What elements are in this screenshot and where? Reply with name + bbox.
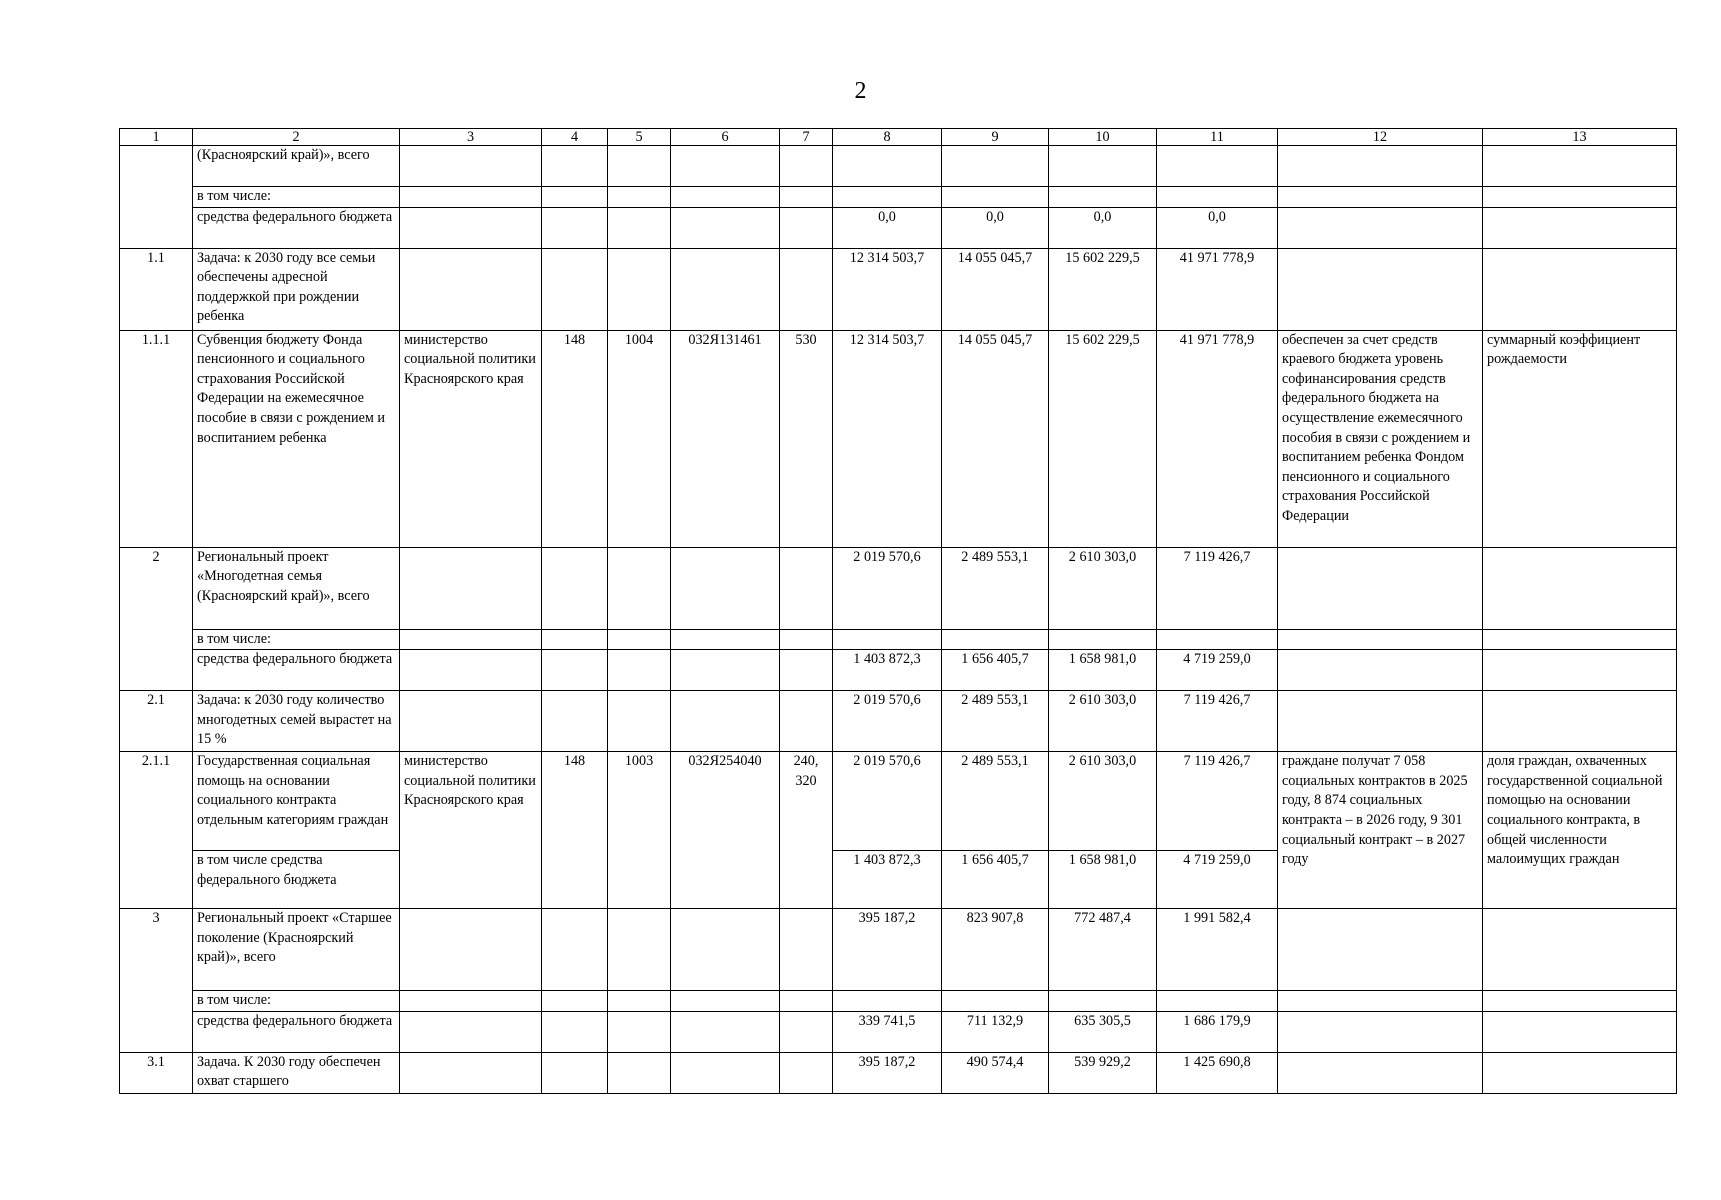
responsible-executor xyxy=(400,909,542,991)
indicator xyxy=(1483,909,1677,991)
csr-code xyxy=(671,691,780,752)
row-title: в том числе: xyxy=(193,991,400,1012)
amount-total: 41 971 778,9 xyxy=(1157,330,1278,547)
rzpr-code xyxy=(608,1011,671,1052)
amount-2027 xyxy=(1049,991,1157,1012)
amount-total xyxy=(1157,146,1278,187)
vr-code xyxy=(780,207,833,248)
amount-2027 xyxy=(1049,629,1157,650)
amount-total: 41 971 778,9 xyxy=(1157,248,1278,330)
responsible-executor xyxy=(400,991,542,1012)
indicator xyxy=(1483,207,1677,248)
table-row xyxy=(120,187,1677,208)
table-row xyxy=(120,547,1677,629)
responsible-executor xyxy=(400,1011,542,1052)
table-row xyxy=(120,1052,1677,1093)
row-title: средства федерального бюджета xyxy=(193,207,400,248)
amount-2027: 772 487,4 xyxy=(1049,909,1157,991)
table-row xyxy=(120,909,1677,991)
expected-result: граждане получат 7 058 социальных контрактов в 2025 году, 8 874 социальных контракта – в 2026 году, 9 301 социальный контракт – в 2027 году xyxy=(1278,752,1483,909)
amount-2025: 395 187,2 xyxy=(833,909,942,991)
responsible-executor: министерство социальной политики Красноярского края xyxy=(400,752,542,909)
csr-code xyxy=(671,909,780,991)
rzpr-code: 1004 xyxy=(608,330,671,547)
rzpr-code xyxy=(608,187,671,208)
csr-code xyxy=(671,1011,780,1052)
table-row xyxy=(120,248,1677,330)
gr-code xyxy=(542,1052,608,1093)
rzpr-code xyxy=(608,248,671,330)
row-title: (Красноярский край)», всего xyxy=(193,146,400,187)
table-row xyxy=(120,207,1677,248)
amount-total xyxy=(1157,187,1278,208)
amount-2027: 2 610 303,0 xyxy=(1049,691,1157,752)
expected-result xyxy=(1278,691,1483,752)
amount-2025: 1 403 872,3 xyxy=(833,650,942,691)
indicator: суммарный коэффициент рождаемости xyxy=(1483,330,1677,547)
amount-2026: 823 907,8 xyxy=(942,909,1049,991)
row-title: в том числе: xyxy=(193,629,400,650)
expected-result xyxy=(1278,146,1483,187)
amount-2025 xyxy=(833,629,942,650)
column-number: 4 xyxy=(542,129,608,146)
amount-total: 7 119 426,7 xyxy=(1157,547,1278,629)
vr-code xyxy=(780,146,833,187)
column-number-row xyxy=(120,129,1677,146)
row-title: средства федерального бюджета xyxy=(193,650,400,691)
table-row xyxy=(120,629,1677,650)
row-title: в том числе: xyxy=(193,187,400,208)
amount-2027: 1 658 981,0 xyxy=(1049,851,1157,909)
rzpr-code xyxy=(608,146,671,187)
expected-result xyxy=(1278,650,1483,691)
table-row xyxy=(120,650,1677,691)
amount-2026: 14 055 045,7 xyxy=(942,248,1049,330)
amount-2025 xyxy=(833,146,942,187)
amount-2025: 339 741,5 xyxy=(833,1011,942,1052)
amount-2025: 0,0 xyxy=(833,207,942,248)
vr-code xyxy=(780,187,833,208)
amount-total: 1 425 690,8 xyxy=(1157,1052,1278,1093)
amount-total: 7 119 426,7 xyxy=(1157,752,1278,851)
gr-code xyxy=(542,1011,608,1052)
amount-total xyxy=(1157,629,1278,650)
column-number: 8 xyxy=(833,129,942,146)
row-title: Задача. К 2030 году обеспечен охват старшего xyxy=(193,1052,400,1093)
indicator xyxy=(1483,629,1677,650)
table-row xyxy=(120,691,1677,752)
column-number: 13 xyxy=(1483,129,1677,146)
rzpr-code xyxy=(608,547,671,629)
amount-2026: 711 132,9 xyxy=(942,1011,1049,1052)
expected-result xyxy=(1278,629,1483,650)
rzpr-code xyxy=(608,629,671,650)
vr-code xyxy=(780,691,833,752)
responsible-executor xyxy=(400,1052,542,1093)
responsible-executor xyxy=(400,248,542,330)
vr-code xyxy=(780,248,833,330)
row-number: 2.1.1 xyxy=(120,752,193,909)
gr-code xyxy=(542,629,608,650)
responsible-executor xyxy=(400,187,542,208)
rzpr-code xyxy=(608,650,671,691)
csr-code xyxy=(671,1052,780,1093)
vr-code: 240, 320 xyxy=(780,752,833,909)
amount-2025: 1 403 872,3 xyxy=(833,851,942,909)
amount-total: 4 719 259,0 xyxy=(1157,851,1278,909)
table-row xyxy=(120,146,1677,187)
indicator xyxy=(1483,691,1677,752)
vr-code xyxy=(780,1052,833,1093)
expected-result xyxy=(1278,187,1483,208)
csr-code xyxy=(671,629,780,650)
amount-2025: 395 187,2 xyxy=(833,1052,942,1093)
row-number: 3.1 xyxy=(120,1052,193,1093)
amount-total: 1 991 582,4 xyxy=(1157,909,1278,991)
amount-2026: 0,0 xyxy=(942,207,1049,248)
row-title: Региональный проект «Многодетная семья (Красноярский край)», всего xyxy=(193,547,400,629)
expected-result xyxy=(1278,1052,1483,1093)
expected-result: обеспечен за счет средств краевого бюджета уровень софинансирования средств федерального бюджета на осуществление ежемесячного пособия в связи с рождением и воспитанием ребенка Фондом пенсионного и социального страхования Российской Федерации xyxy=(1278,330,1483,547)
indicator xyxy=(1483,1052,1677,1093)
amount-2025 xyxy=(833,187,942,208)
gr-code xyxy=(542,547,608,629)
amount-total: 0,0 xyxy=(1157,207,1278,248)
amount-2027: 1 658 981,0 xyxy=(1049,650,1157,691)
column-number: 3 xyxy=(400,129,542,146)
row-title: Региональный проект «Старшее поколение (Красноярский край)», всего xyxy=(193,909,400,991)
expected-result xyxy=(1278,991,1483,1012)
csr-code xyxy=(671,187,780,208)
amount-2026 xyxy=(942,991,1049,1012)
vr-code xyxy=(780,650,833,691)
amount-2025: 12 314 503,7 xyxy=(833,330,942,547)
csr-code: 032Я254040 xyxy=(671,752,780,909)
rzpr-code xyxy=(608,691,671,752)
gr-code xyxy=(542,146,608,187)
amount-2026: 2 489 553,1 xyxy=(942,691,1049,752)
amount-2027: 635 305,5 xyxy=(1049,1011,1157,1052)
vr-code: 530 xyxy=(780,330,833,547)
rzpr-code xyxy=(608,991,671,1012)
amount-total: 4 719 259,0 xyxy=(1157,650,1278,691)
rzpr-code xyxy=(608,909,671,991)
csr-code xyxy=(671,248,780,330)
rzpr-code: 1003 xyxy=(608,752,671,909)
row-title: Задача: к 2030 году количество многодетных семей вырастет на 15 % xyxy=(193,691,400,752)
row-number: 2.1 xyxy=(120,691,193,752)
csr-code xyxy=(671,547,780,629)
csr-code xyxy=(671,650,780,691)
responsible-executor xyxy=(400,691,542,752)
amount-2025: 2 019 570,6 xyxy=(833,691,942,752)
amount-2026 xyxy=(942,629,1049,650)
row-number: 3 xyxy=(120,909,193,1053)
row-title: средства федерального бюджета xyxy=(193,1011,400,1052)
vr-code xyxy=(780,909,833,991)
amount-2026 xyxy=(942,146,1049,187)
amount-2026: 2 489 553,1 xyxy=(942,547,1049,629)
amount-2027 xyxy=(1049,146,1157,187)
page-number: 2 xyxy=(854,78,867,104)
gr-code xyxy=(542,207,608,248)
responsible-executor xyxy=(400,146,542,187)
vr-code xyxy=(780,547,833,629)
expected-result xyxy=(1278,547,1483,629)
responsible-executor xyxy=(400,547,542,629)
responsible-executor xyxy=(400,650,542,691)
amount-2026: 1 656 405,7 xyxy=(942,650,1049,691)
amount-2025: 12 314 503,7 xyxy=(833,248,942,330)
expected-result xyxy=(1278,207,1483,248)
vr-code xyxy=(780,629,833,650)
indicator xyxy=(1483,547,1677,629)
amount-2027: 2 610 303,0 xyxy=(1049,752,1157,851)
gr-code: 148 xyxy=(542,752,608,909)
column-number: 5 xyxy=(608,129,671,146)
row-title: Задача: к 2030 году все семьи обеспечены адресной поддержкой при рождении ребенка xyxy=(193,248,400,330)
row-number: 1.1.1 xyxy=(120,330,193,547)
table-row xyxy=(120,330,1677,547)
amount-2027: 15 602 229,5 xyxy=(1049,248,1157,330)
amount-2026: 490 574,4 xyxy=(942,1052,1049,1093)
column-number: 6 xyxy=(671,129,780,146)
column-number: 12 xyxy=(1278,129,1483,146)
amount-total: 7 119 426,7 xyxy=(1157,691,1278,752)
indicator xyxy=(1483,650,1677,691)
amount-2027: 0,0 xyxy=(1049,207,1157,248)
amount-2027: 2 610 303,0 xyxy=(1049,547,1157,629)
amount-2026: 1 656 405,7 xyxy=(942,851,1049,909)
gr-code xyxy=(542,991,608,1012)
row-number: 2 xyxy=(120,547,193,691)
column-number: 7 xyxy=(780,129,833,146)
column-number: 11 xyxy=(1157,129,1278,146)
amount-2027: 539 929,2 xyxy=(1049,1052,1157,1093)
csr-code xyxy=(671,991,780,1012)
indicator xyxy=(1483,1011,1677,1052)
row-title: в том числе средства федерального бюджета xyxy=(193,851,400,909)
amount-2025 xyxy=(833,991,942,1012)
gr-code xyxy=(542,248,608,330)
amount-2026 xyxy=(942,187,1049,208)
row-title: Субвенция бюджету Фонда пенсионного и социального страхования Российской Федерации на ежемесячное пособие в связи с рождением и воспитанием ребенка xyxy=(193,330,400,547)
responsible-executor xyxy=(400,629,542,650)
budget-table xyxy=(119,128,1677,1094)
gr-code xyxy=(542,909,608,991)
gr-code xyxy=(542,187,608,208)
expected-result xyxy=(1278,1011,1483,1052)
indicator xyxy=(1483,991,1677,1012)
amount-2027 xyxy=(1049,187,1157,208)
amount-total: 1 686 179,9 xyxy=(1157,1011,1278,1052)
indicator xyxy=(1483,248,1677,330)
responsible-executor: министерство социальной политики Красноярского края xyxy=(400,330,542,547)
column-number: 2 xyxy=(193,129,400,146)
csr-code: 032Я131461 xyxy=(671,330,780,547)
table-row xyxy=(120,1011,1677,1052)
gr-code xyxy=(542,650,608,691)
table-row xyxy=(120,752,1677,851)
indicator xyxy=(1483,146,1677,187)
csr-code xyxy=(671,146,780,187)
amount-2025: 2 019 570,6 xyxy=(833,547,942,629)
responsible-executor xyxy=(400,207,542,248)
expected-result xyxy=(1278,909,1483,991)
vr-code xyxy=(780,1011,833,1052)
gr-code xyxy=(542,691,608,752)
indicator: доля граждан, охваченных государственной социальной помощью на основании социального контракта, в общей численности малоимущих граждан xyxy=(1483,752,1677,909)
column-number: 9 xyxy=(942,129,1049,146)
csr-code xyxy=(671,207,780,248)
indicator xyxy=(1483,187,1677,208)
column-number: 10 xyxy=(1049,129,1157,146)
table-row xyxy=(120,991,1677,1012)
gr-code: 148 xyxy=(542,330,608,547)
amount-total xyxy=(1157,991,1278,1012)
row-number: 1.1 xyxy=(120,248,193,330)
row-title: Государственная социальная помощь на основании социального контракта отдельным категориям граждан xyxy=(193,752,400,851)
expected-result xyxy=(1278,248,1483,330)
vr-code xyxy=(780,991,833,1012)
rzpr-code xyxy=(608,207,671,248)
amount-2026: 14 055 045,7 xyxy=(942,330,1049,547)
amount-2026: 2 489 553,1 xyxy=(942,752,1049,851)
amount-2027: 15 602 229,5 xyxy=(1049,330,1157,547)
row-number xyxy=(120,146,193,249)
amount-2025: 2 019 570,6 xyxy=(833,752,942,851)
column-number: 1 xyxy=(120,129,193,146)
rzpr-code xyxy=(608,1052,671,1093)
